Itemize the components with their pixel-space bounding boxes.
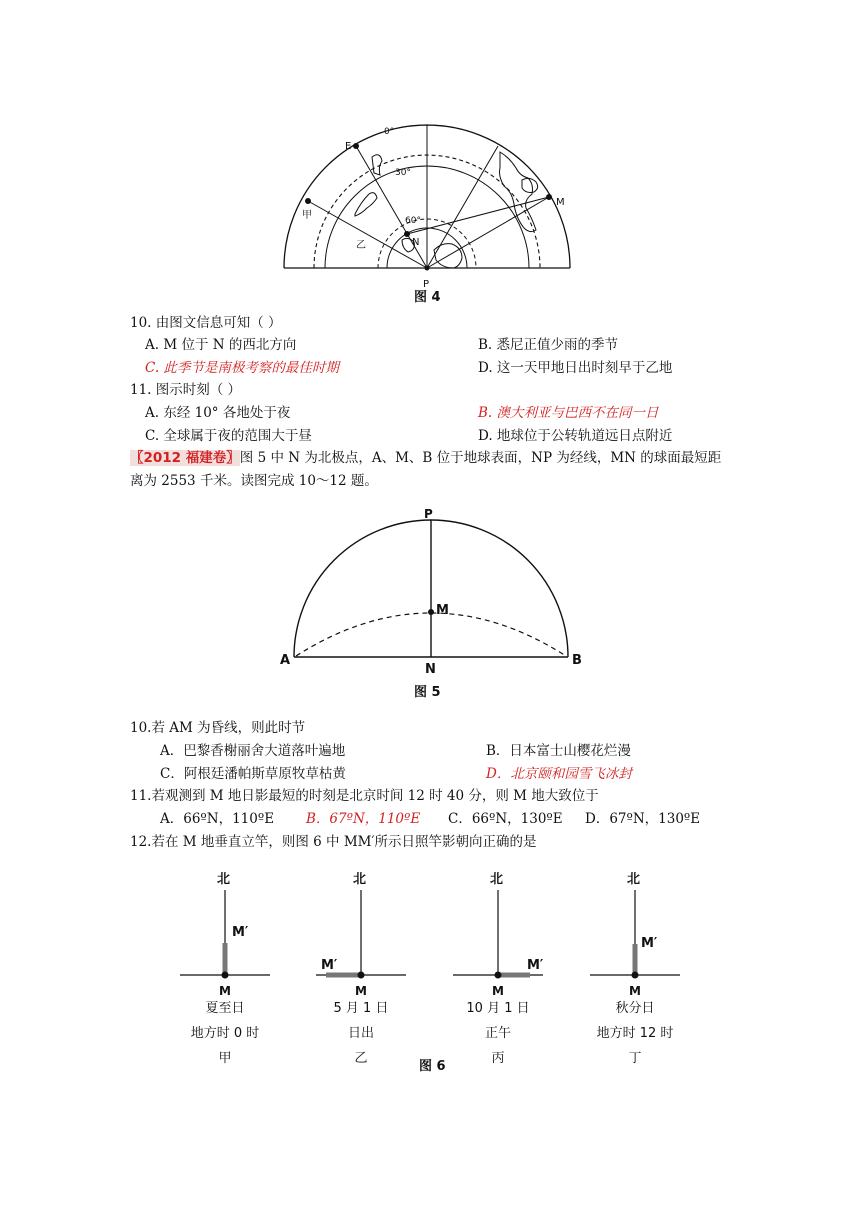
- fig5-label-n: N: [425, 662, 436, 675]
- panel-jia-tag: 甲: [218, 1051, 232, 1066]
- panel-bing-caption: [448, 997, 548, 1066]
- lat-60-label: 60°: [405, 216, 421, 226]
- panel-yi: [316, 872, 406, 998]
- lat-30-label: 30°: [395, 168, 411, 178]
- panel-jia: [180, 872, 270, 998]
- q11b-option-c: C．66ºN，130ºE: [448, 811, 563, 827]
- q10a-option-d: D. 这一天甲地日出时刻早于乙地: [478, 360, 673, 376]
- q10a-option-c: C. 此季节是南极考察的最佳时期: [145, 360, 339, 376]
- q10b-option-c: C．阿根廷潘帕斯草原牧草枯黄: [160, 766, 346, 782]
- m-label-ding: M: [629, 984, 641, 998]
- point-m-label: M: [556, 197, 565, 208]
- panel-bing-tag: 丙: [491, 1051, 505, 1066]
- q11a-stem: 11. 图示时刻（ ）: [130, 382, 242, 398]
- figure-6-caption: 图 6: [419, 1059, 446, 1074]
- panel-yi-caption: [311, 997, 411, 1066]
- north-label-bing: 北: [490, 872, 504, 887]
- fig5-label-a: A: [280, 653, 291, 668]
- source-tag: 〖2012 福建卷〗: [130, 450, 240, 466]
- panel-bing-line1: 10 月 1 日: [466, 1001, 530, 1016]
- point-e-label: E: [345, 141, 352, 152]
- panel-jia-line2: 地方时 0 时: [190, 1026, 260, 1041]
- lat-0-label: 0°: [384, 127, 395, 137]
- q10b-option-d: D．北京颐和园雪飞冰封: [486, 766, 632, 782]
- panel-yi-line1: 5 月 1 日: [333, 1001, 389, 1016]
- mprime-label-ding: M′: [641, 936, 658, 951]
- panel-ding-line2: 地方时 12 时: [596, 1026, 674, 1041]
- panel-ding-caption: [585, 997, 685, 1066]
- panel-ding-tag: 丁: [628, 1051, 642, 1066]
- m-label-bing: M: [492, 984, 504, 998]
- panel-yi-tag: 乙: [354, 1051, 368, 1066]
- q12-stem: 12.若在 M 地垂直立竿，则图 6 中 MM′所示日照竿影朝向正确的是: [130, 834, 537, 850]
- figure-6-diagram: [170, 865, 690, 1000]
- q10b-option-b: B．日本富士山樱花烂漫: [486, 743, 631, 759]
- q11a-option-a: A. 东经 10° 各地处于夜: [145, 405, 291, 421]
- fig5-label-b: B: [572, 653, 582, 668]
- m-label-jia: M: [219, 984, 231, 998]
- q11a-option-d: D. 地球位于公转轨道远日点附近: [478, 428, 673, 444]
- north-label-jia: 北: [217, 872, 231, 887]
- mprime-label-jia: M′: [232, 925, 249, 940]
- q11b-option-a: A．66ºN，110ºE: [160, 811, 275, 827]
- q11b-stem: 11.若观测到 M 地日影最短的时刻是北京时间 12 时 40 分，则 M 地大致位于: [130, 788, 599, 804]
- q10a-option-a: A. M 位于 N 的西北方向: [145, 337, 297, 353]
- intro-line-1: [130, 446, 721, 466]
- north-label-ding: 北: [627, 872, 641, 887]
- panel-bing: [453, 872, 544, 998]
- figure-5-diagram: [278, 505, 588, 675]
- point-yi-label: 乙: [356, 240, 366, 251]
- q11b-option-d: D．67ºN，130ºE: [585, 811, 701, 827]
- panel-ding-line1: 秋分日: [615, 1001, 655, 1016]
- mprime-label-bing: M′: [527, 958, 544, 973]
- q11b-option-b: B．67ºN，110ºE: [306, 811, 421, 827]
- figure-4-diagram: [280, 118, 580, 300]
- q10b-stem: 10.若 AM 为昏线，则此时节: [130, 720, 306, 736]
- intro-text-1: 图 5 中 N 为北极点，A、M、B 位于地球表面，NP 为经线，MN 的球面最短距: [239, 450, 722, 466]
- panel-bing-line2: 正午: [484, 1026, 511, 1041]
- point-p-label: P: [423, 279, 430, 290]
- q10b-option-a: A．巴黎香榭丽舍大道落叶遍地: [160, 743, 346, 759]
- q10a-option-b: B. 悉尼正值少雨的季节: [478, 337, 619, 353]
- point-n-label: N: [412, 237, 420, 248]
- intro-line-2: 离为 2553 千米。读图完成 10～12 题。: [130, 473, 378, 489]
- q11a-option-b: B. 澳大利亚与巴西不在同一日: [478, 405, 659, 421]
- panel-yi-line2: 日出: [347, 1026, 374, 1041]
- fig5-label-p: P: [424, 507, 433, 521]
- panel-jia-caption: [175, 997, 275, 1066]
- fig5-label-m: M: [436, 603, 449, 618]
- mprime-label-yi: M′: [321, 958, 338, 973]
- q10a-stem: 10. 由图文信息可知（ ）: [130, 315, 282, 331]
- north-label-yi: 北: [353, 872, 367, 887]
- point-jia-label: 甲: [302, 210, 312, 221]
- figure-4-caption: 图 4: [414, 290, 441, 305]
- q11a-option-c: C. 全球属于夜的范围大于昼: [145, 428, 312, 444]
- panel-jia-line1: 夏至日: [205, 1001, 245, 1016]
- panel-ding: [590, 872, 680, 998]
- figure-5-caption: 图 5: [414, 685, 441, 700]
- m-label-yi: M: [355, 984, 367, 998]
